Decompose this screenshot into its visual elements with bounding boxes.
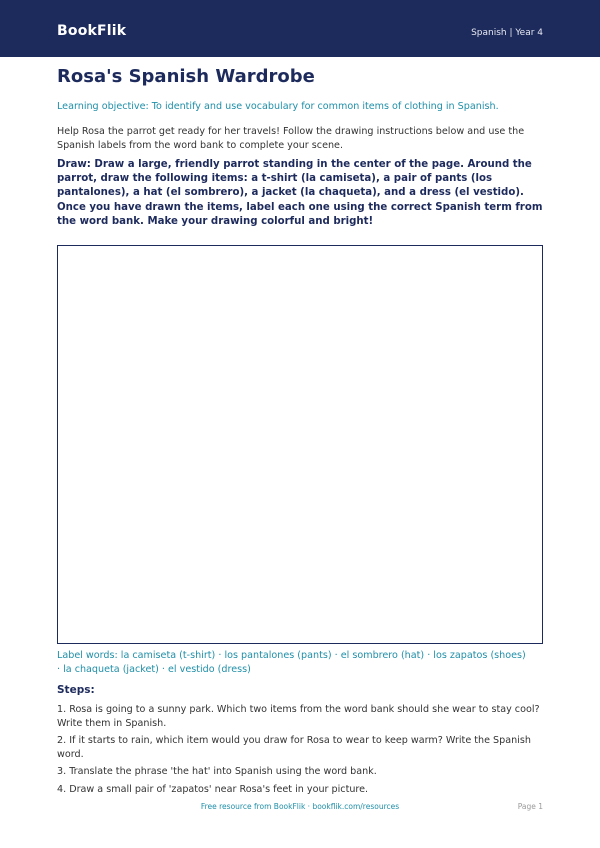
steps-heading: Steps:: [57, 684, 95, 696]
steps-list: [57, 703, 543, 800]
subject-label: Spanish | Year 4: [471, 28, 543, 38]
page-number: Page 1: [517, 802, 543, 811]
step-item: 4. Draw a small pair of 'zapatos' near Rosa's feet in your picture.: [57, 783, 369, 795]
step-item: 1. Rosa is going to a sunny park. Which two items from the word bank should she wear to stay cool? Write them in Spanish.: [57, 704, 540, 729]
learning-objective: Learning objective: To identify and use vocabulary for common items of clothing in Spanish.: [57, 101, 499, 112]
page-header: [0, 0, 600, 57]
page-title: Rosa's Spanish Wardrobe: [57, 66, 315, 87]
draw-instruction: Draw: Draw a large, friendly parrot standing in the center of the page. Around the parrot, draw the following items: a t-shirt (la camiseta), a pair of pants (los pantalones), a hat (el sombrero), a jacket (la chaqueta), and a dress (el vestido). Once you have drawn the items, label each one using the correct Spanish term from the word bank. Make your drawing colorful and bright!: [57, 159, 543, 227]
step-item: 3. Translate the phrase 'the hat' into Spanish using the word bank.: [57, 766, 377, 777]
step-item: 2. If it starts to rain, which item would you draw for Rosa to wear to keep warm? Write the Spanish word.: [57, 735, 531, 760]
brand-logo: BookFlik: [57, 23, 127, 39]
drawing-area[interactable]: [57, 245, 543, 644]
label-words: Label words: la camiseta (t-shirt) · los pantalones (pants) · el sombrero (hat) · los zapatos (shoes) · la chaqueta (jacket) · el vestido (dress): [57, 650, 526, 675]
intro-text: Help Rosa the parrot get ready for her travels! Follow the drawing instructions below and use the Spanish labels from the word bank to complete your scene.: [57, 126, 525, 151]
footer-link[interactable]: Free resource from BookFlik · bookflik.com/resources: [200, 802, 400, 811]
